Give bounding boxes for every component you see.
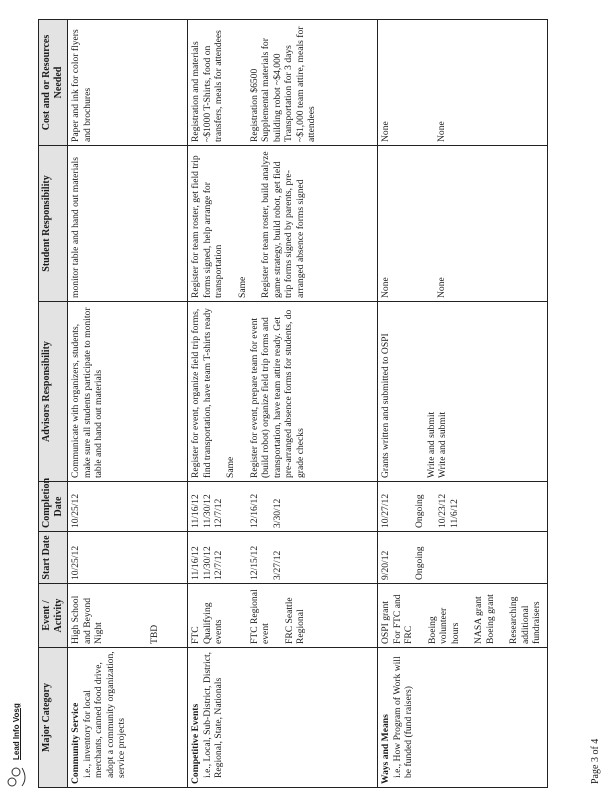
completion-cell — [188, 482, 378, 532]
category-desc: i.e., Local, Sub-District, District, Regional, State, Nationals — [201, 651, 224, 778]
page-footer: Page 3 of 4 — [590, 738, 601, 784]
advisor-item: Register for event, prepare team for event (build robot) organize field trip forms and transportation, have team attire ready. Get pre-arranged absence forms for students, do grade checks — [248, 309, 306, 478]
advisor-item: Write and submit — [437, 411, 448, 478]
header-cost: Cost and or Resources Needed — [39, 20, 68, 146]
category-cell — [68, 648, 188, 788]
student-item: Register for team roster, build analyze game strategy, build robot, get field trip forms signed by parents, pre-arranged absence forms signed — [260, 151, 306, 298]
header-category: Major Category — [39, 648, 68, 788]
advisor-item: Register for event, organize field trip forms, find transportation, have team T-shirts ready — [190, 308, 213, 478]
header-start: Start Date — [39, 532, 68, 584]
event-item: TBD — [148, 624, 160, 644]
student-item: Same — [236, 276, 248, 298]
date-item: 11/16/12 — [190, 546, 201, 580]
date-item: 9/20/12 — [380, 550, 391, 580]
start-cell: 10/25/12 — [68, 532, 188, 584]
date-item: 10/27/12 — [380, 493, 391, 528]
student-cell: monitor table and hand out materials — [68, 146, 188, 302]
table-row — [188, 20, 378, 788]
event-item: Boeing volunteer hours — [426, 607, 461, 644]
event-item: High School and Beyond Night — [70, 595, 104, 644]
date-item: 10/23/12 — [437, 493, 448, 528]
header-student: Student Responsibility — [39, 146, 68, 302]
table-row — [378, 20, 548, 788]
advisor-cell — [378, 302, 548, 482]
category-desc: i.e., How Program of Work will be funded (fund raisers) — [391, 656, 414, 778]
date-item: 12/7/12 — [213, 550, 224, 580]
date-item: 11/30/12 — [201, 494, 213, 528]
event-item: FRC Seattle Regional — [283, 597, 306, 644]
advisor-cell — [188, 302, 378, 482]
completion-cell: 10/25/12 — [68, 482, 188, 532]
header-advisor: Advisors Responsibility — [39, 302, 68, 482]
date-item: Ongoing — [413, 494, 425, 528]
category-desc: i.e., inventory for local merchants, canned food drive, adopt a community organization, service projects — [81, 651, 127, 778]
event-cell — [188, 584, 378, 648]
program-of-work-table — [38, 19, 548, 788]
cost-cell — [188, 20, 378, 146]
cost-item: Registration $6500 Supplemental materials for building robot ~$4,000 Transportation for 3 days ~$1,000 team attire, meals for attendees — [248, 26, 317, 142]
category-cell — [378, 648, 548, 788]
header-event: Event / Activity — [39, 584, 68, 648]
event-item: OSPI grant For FTC and FRC — [380, 594, 414, 644]
student-item: None — [380, 277, 391, 298]
logo-caption: Lead Info Vosg — [12, 703, 21, 760]
event-item: Researching additional fundraisers — [508, 596, 542, 644]
category-cell — [188, 648, 378, 788]
date-item: 12/16/12 — [248, 493, 260, 528]
header-row — [39, 20, 68, 788]
student-item: None — [435, 277, 447, 298]
event-item: NASA grant — [473, 596, 484, 644]
student-item: Register for team roster, get field trip forms signed, help arrange for transportation — [190, 155, 224, 298]
cost-cell — [378, 20, 548, 146]
event-item: Boeing grant — [484, 594, 496, 644]
date-item: 11/16/12 — [190, 494, 201, 528]
start-cell — [188, 532, 378, 584]
logo-emblem-icon — [2, 758, 32, 792]
event-item: FTC Qualifying events — [190, 602, 224, 644]
student-cell — [378, 146, 548, 302]
student-cell — [188, 146, 378, 302]
cost-cell: Paper and ink for color flyers and brochures — [68, 20, 188, 146]
header-completion: Completion Date — [39, 482, 68, 532]
cost-item: Registration and materials ~$1000 T-Shirts, food on transfers, meals for attendees — [190, 30, 224, 142]
date-item: 3/30/12 — [272, 498, 283, 528]
start-cell — [378, 532, 548, 584]
org-logo — [2, 758, 32, 792]
event-cell — [378, 584, 548, 648]
advisor-item: Grants written and submitted to OSPI — [380, 333, 391, 478]
date-item: 11/6/12 — [448, 499, 460, 528]
advisor-item: Same — [225, 456, 236, 478]
category-title: Ways and Means — [380, 714, 391, 784]
event-item: FTC Regional event — [248, 589, 271, 644]
date-item: Ongoing — [413, 546, 425, 580]
cost-item: None — [435, 121, 447, 142]
completion-cell — [378, 482, 548, 532]
advisor-cell: Communicate with organizers, students, make sure all students participate to monitor table and hand out materials — [68, 302, 188, 482]
advisor-item: Write and submit — [425, 411, 437, 478]
table-row — [68, 20, 188, 788]
event-cell — [68, 584, 188, 648]
date-item: 12/15/12 — [248, 545, 260, 580]
category-title: Competitive Events — [190, 703, 201, 784]
date-item: 3/27/12 — [272, 550, 283, 580]
cost-item: None — [380, 121, 391, 142]
category-title: Community Service — [70, 702, 81, 784]
date-item: 11/30/12 — [201, 546, 213, 580]
date-item: 12/7/12 — [213, 498, 224, 528]
